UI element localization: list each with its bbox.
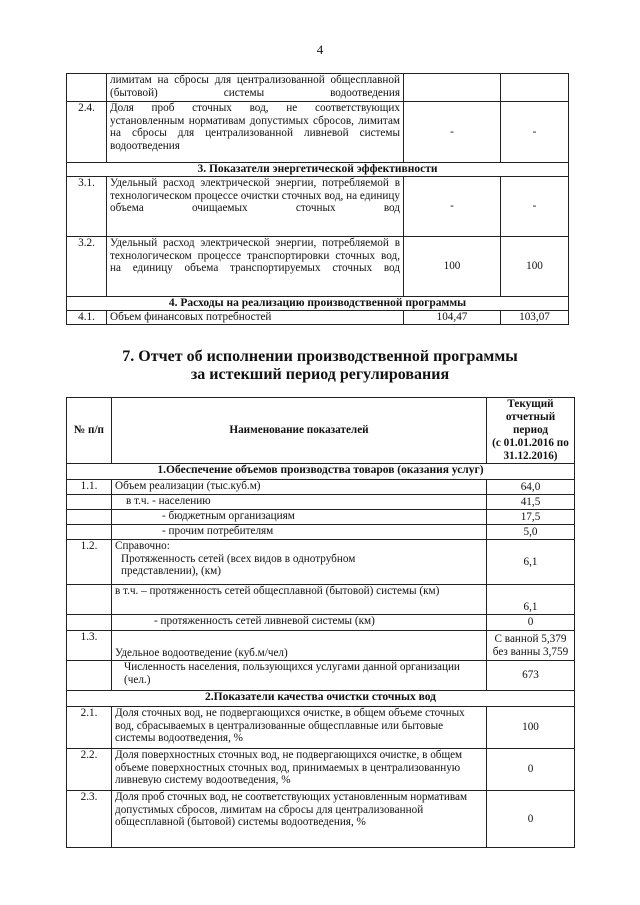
table-row (67, 495, 575, 510)
indicator-value: 673 (487, 661, 575, 691)
indicator-name: Доля проб сточных вод, не соответствующих установленным нормативам допустимых сбросов, лимитам на сбросы для централизованной ливневой системы водоотведения (107, 102, 404, 163)
network-length-label: Протяженность сетей (всех видов в однотрубном представлении), (км) (121, 552, 356, 578)
row-number: 2.2. (67, 749, 112, 791)
indicator-value-fact: 103,07 (501, 311, 569, 325)
report-title-line-1: 7. Отчет об исполнении производственной программы (122, 348, 518, 365)
row-number: 3.1. (67, 177, 107, 237)
header-current-line-4: 31.12.2016) (503, 450, 558, 462)
section-title: 3. Показатели энергетической эффективности (67, 163, 569, 177)
row-number: 2.4. (67, 102, 107, 163)
table-row (67, 510, 575, 525)
table-row (67, 707, 575, 749)
indicator-value: 0 (487, 791, 575, 848)
reference-label: Справочно: (115, 540, 170, 552)
value-with-bath: С ванной 5,379 (494, 632, 567, 645)
indicator-value-plan: 100 (404, 237, 501, 297)
indicator-name: Доля проб сточных вод, не соответствующих установленным нормативам допустимых сбросов, лимитам на сбросы для централизованной общесплавной (бытовой) системы водоотведения, % (112, 791, 487, 848)
indicator-value: 6,1 (487, 585, 575, 615)
report-table (66, 397, 575, 848)
table-row (67, 585, 575, 615)
indicator-value-plan: 104,47 (404, 311, 501, 325)
indicator-value-fact: 100 (501, 237, 569, 297)
table-row (67, 749, 575, 791)
indicator-name: - протяженность сетей ливневой системы (км) (112, 615, 487, 631)
table-row (67, 177, 569, 237)
report-title-line-2: за истекший период регулирования (190, 366, 450, 383)
header-current-line-2: отчетный период (505, 411, 556, 436)
page-number: 4 (316, 42, 324, 57)
table-row (67, 74, 569, 102)
table-row (67, 540, 575, 585)
report-title (0, 348, 640, 384)
section-title: 2.Показатели качества очистки сточных вод (67, 691, 575, 707)
indicator-value: 0 (487, 615, 575, 631)
table-row (67, 525, 575, 540)
row-number: 2.1. (67, 707, 112, 749)
section-title: 1.Обеспечение объемов производства товаров (оказания услуг) (67, 464, 575, 480)
indicator-value: 41,5 (487, 495, 575, 510)
indicator-value: 0 (487, 749, 575, 791)
indicator-name: Удельный расход электрической энергии, потребляемой в технологическом процессе транспортировки сточных вод, на единицу объема транспортируемых сточных вод (107, 237, 404, 297)
indicator-value: 6,1 (487, 540, 575, 585)
section-header-row (67, 464, 575, 480)
header-name: Наименование показателей (112, 398, 487, 464)
indicator-value: 5,0 (487, 525, 575, 540)
performance-indicators-table-continued (66, 73, 569, 325)
indicator-value (487, 631, 575, 661)
section-header-row (67, 163, 569, 177)
table-header-row (67, 398, 575, 464)
indicator-name: - прочим потребителям (112, 525, 487, 540)
indicator-name: Удельное водоотведение (куб.м/чел) (112, 631, 487, 661)
indicator-name: лимитам на сбросы для централизованной общесплавной (бытовой) системы водоотведения (107, 74, 404, 102)
row-number: 1.2. (67, 540, 112, 585)
indicator-name: Численность населения, пользующихся услугами данной организации (чел.) (112, 661, 487, 691)
indicator-value-plan (404, 74, 501, 102)
table-row (67, 661, 575, 691)
table-row (67, 102, 569, 163)
indicator-value: 64,0 (487, 480, 575, 495)
row-number: 3.2. (67, 237, 107, 297)
value-without-bath: без ванны 3,759 (492, 645, 569, 658)
table-row (67, 615, 575, 631)
row-number: 1.1. (67, 480, 112, 495)
header-current-line-1: Текущий (507, 398, 554, 410)
indicator-name: в т.ч. - населению (112, 495, 487, 510)
section-title: 4. Расходы на реализацию производственной программы (67, 297, 569, 311)
indicator-value-plan: - (404, 102, 501, 163)
indicator-name: Доля сточных вод, не подвергающихся очистке, в общем объеме сточных вод, сбрасываемых в централизованные общесплавные или бытовые системы водоотведения, % (112, 707, 487, 749)
row-number: 1.3. (67, 631, 112, 661)
header-current-period (487, 398, 575, 464)
row-number: 2.3. (67, 791, 112, 848)
indicator-name: Удельный расход электрической энергии, потребляемой в технологическом процессе очистки сточных вод, на единицу объема очищаемых сточных вод (107, 177, 404, 237)
header-number: № п/п (67, 398, 112, 464)
section-header-row (67, 691, 575, 707)
table-row (67, 631, 575, 661)
indicator-value: 100 (487, 707, 575, 749)
indicator-value-fact: - (501, 102, 569, 163)
indicator-value-fact (501, 74, 569, 102)
row-number (67, 74, 107, 102)
indicator-value-plan: - (404, 177, 501, 237)
indicator-value-fact: - (501, 177, 569, 237)
indicator-name: - бюджетным организациям (112, 510, 487, 525)
indicator-name: Доля поверхностных сточных вод, не подвергающихся очистке, в общем объеме поверхностных сточных вод, принимаемых в централизованную ливневую систему водоотведения, % (112, 749, 487, 791)
indicator-value: 17,5 (487, 510, 575, 525)
header-current-line-3: (с 01.01.2016 по (492, 437, 569, 449)
table-row (67, 237, 569, 297)
indicator-name: Объем финансовых потребностей (107, 311, 404, 325)
indicator-name (112, 540, 487, 585)
table-row (67, 311, 569, 325)
row-number: 4.1. (67, 311, 107, 325)
indicator-name: Объем реализации (тыс.куб.м) (112, 480, 487, 495)
section-header-row (67, 297, 569, 311)
table-row (67, 791, 575, 848)
table-row (67, 480, 575, 495)
indicator-name: в т.ч. – протяженность сетей общесплавной (бытовой) системы (км) (112, 585, 487, 615)
